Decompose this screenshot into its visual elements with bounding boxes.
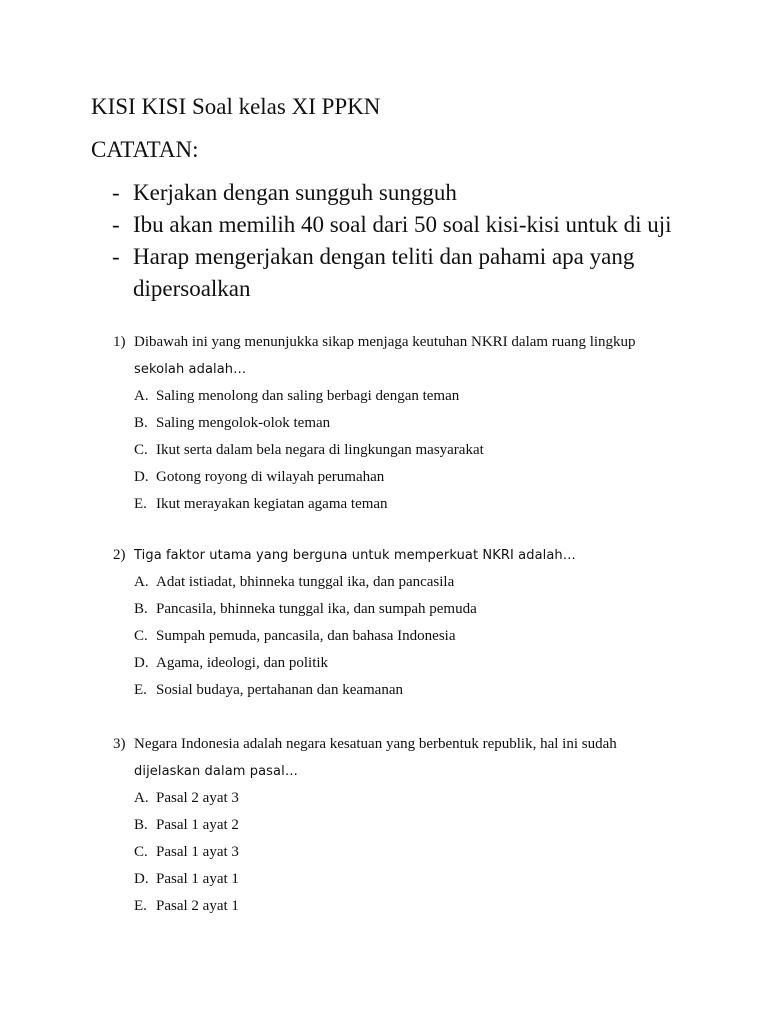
- answer-option: [134, 893, 673, 920]
- question-text-line: Tiga faktor utama yang berguna untuk memperkuat NKRI adalah…: [134, 548, 576, 563]
- answer-option: [134, 623, 673, 650]
- note-marker: -: [112, 244, 120, 269]
- note-item: [112, 241, 712, 305]
- question-number: 1): [113, 334, 126, 350]
- option-letter: B.: [134, 817, 148, 833]
- option-text: Saling menolong dan saling berbagi dengan teman: [156, 388, 460, 404]
- option-text: Pasal 2 ayat 3: [156, 790, 239, 806]
- answer-option: [134, 866, 673, 893]
- option-text: Pasal 1 ayat 1: [156, 871, 239, 887]
- option-text: Saling mengolok-olok teman: [156, 415, 331, 431]
- option-text: Ikut serta dalam bela negara di lingkungan masyarakat: [156, 442, 484, 458]
- answer-options: [113, 569, 673, 704]
- question-stem: [113, 542, 673, 569]
- note-marker: -: [112, 212, 120, 237]
- question-stem: [113, 731, 673, 785]
- question-text-line: Dibawah ini yang menunjukka sikap menjaga keutuhan NKRI dalam ruang lingkup: [134, 334, 636, 350]
- option-letter: E.: [134, 496, 147, 512]
- option-letter: D.: [134, 871, 149, 887]
- answer-option: [134, 785, 673, 812]
- question-1: [113, 329, 673, 518]
- answer-option: [134, 437, 673, 464]
- option-letter: D.: [134, 469, 149, 485]
- notes-heading: CATATAN:: [91, 137, 199, 162]
- option-letter: E.: [134, 682, 147, 698]
- option-text: Pasal 1 ayat 3: [156, 844, 239, 860]
- option-letter: C.: [134, 442, 148, 458]
- question-text-line: Negara Indonesia adalah negara kesatuan yang berbentuk republik, hal ini sudah: [134, 736, 617, 752]
- answer-option: [134, 569, 673, 596]
- answer-option: [134, 677, 673, 704]
- answer-option: [134, 464, 673, 491]
- option-text: Gotong royong di wilayah perumahan: [156, 469, 385, 485]
- option-letter: B.: [134, 601, 148, 617]
- answer-option: [134, 491, 673, 518]
- question-text-line: dijelaskan dalam pasal…: [134, 764, 298, 779]
- option-text: Pasal 1 ayat 2: [156, 817, 239, 833]
- question-3: [113, 731, 673, 920]
- question-stem: [113, 329, 673, 383]
- option-letter: B.: [134, 415, 148, 431]
- option-letter: A.: [134, 574, 149, 590]
- note-item: [112, 209, 712, 241]
- note-marker: -: [112, 180, 120, 205]
- note-item: [112, 177, 712, 209]
- question-number: 2): [113, 547, 126, 563]
- option-text: Sosial budaya, pertahanan dan keamanan: [156, 682, 403, 698]
- question-number: 3): [113, 736, 126, 752]
- option-text: Pancasila, bhinneka tunggal ika, dan sumpah pemuda: [156, 601, 477, 617]
- notes-list: [112, 177, 712, 305]
- option-letter: A.: [134, 388, 149, 404]
- option-text: Ikut merayakan kegiatan agama teman: [156, 496, 388, 512]
- answer-options: [113, 383, 673, 518]
- answer-option: [134, 839, 673, 866]
- option-letter: A.: [134, 790, 149, 806]
- option-letter: C.: [134, 628, 148, 644]
- question-2: [113, 542, 673, 704]
- option-text: Adat istiadat, bhinneka tunggal ika, dan pancasila: [156, 574, 455, 590]
- option-letter: E.: [134, 898, 147, 914]
- note-text: Kerjakan dengan sungguh sungguh: [133, 180, 457, 205]
- answer-option: [134, 383, 673, 410]
- note-text: Harap mengerjakan dengan teliti dan pahami apa yang dipersoalkan: [133, 244, 635, 301]
- answer-option: [134, 650, 673, 677]
- option-text: Sumpah pemuda, pancasila, dan bahasa Indonesia: [156, 628, 456, 644]
- option-letter: D.: [134, 655, 149, 671]
- answer-option: [134, 410, 673, 437]
- option-text: Pasal 2 ayat 1: [156, 898, 239, 914]
- answer-options: [113, 785, 673, 920]
- note-text: Ibu akan memilih 40 soal dari 50 soal kisi-kisi untuk di uji: [133, 212, 672, 237]
- option-text: Agama, ideologi, dan politik: [156, 655, 329, 671]
- option-letter: C.: [134, 844, 148, 860]
- answer-option: [134, 812, 673, 839]
- question-text-line: sekolah adalah…: [134, 362, 247, 377]
- answer-option: [134, 596, 673, 623]
- document-title: KISI KISI Soal kelas XI PPKN: [91, 94, 381, 119]
